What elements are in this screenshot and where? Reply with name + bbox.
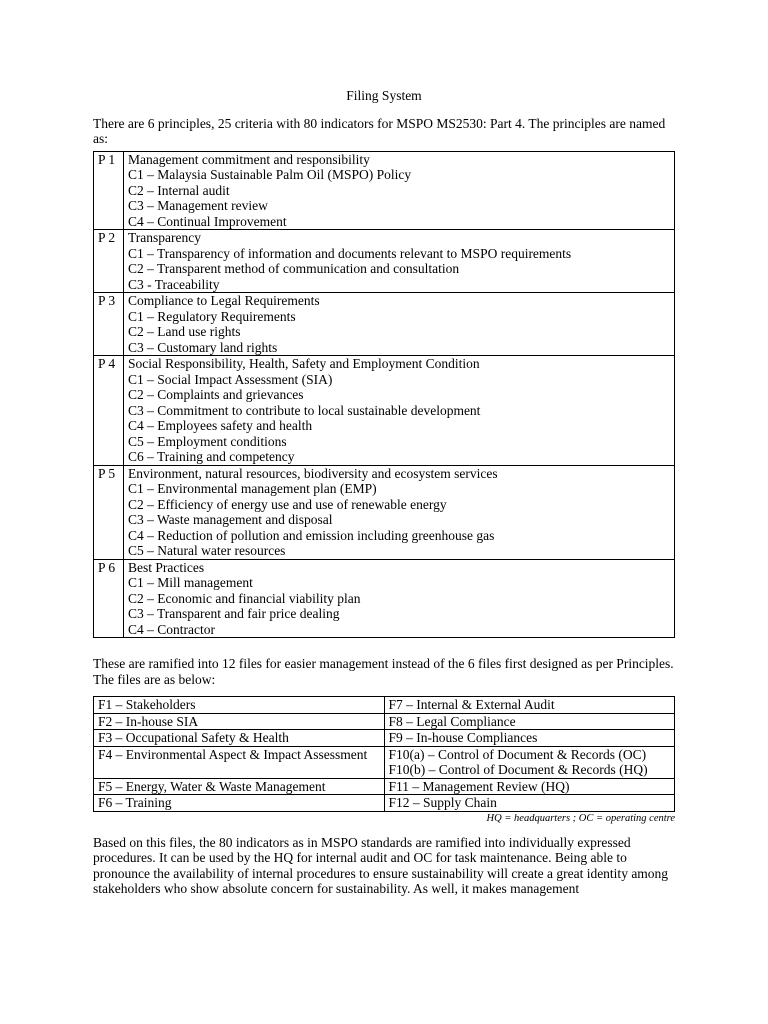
intro-paragraph: There are 6 principles, 25 criteria with 80 indicators for MSPO MS2530: Part 4. The principles are named as: <box>93 115 666 146</box>
criterion-item: C4 – Reduction of pollution and emission including greenhouse gas <box>128 527 495 543</box>
file-row <box>94 730 675 747</box>
file-row <box>94 713 675 730</box>
criterion-item: C1 – Mill management <box>128 575 253 590</box>
file-cell: F10(a) – Control of Document & Records (OC) F10(b) – Control of Document & Records (HQ) <box>384 746 675 778</box>
principle-code: P 2 <box>94 230 124 293</box>
criterion-item: C6 – Training and competency <box>128 449 295 464</box>
principle-title: Transparency <box>128 230 201 245</box>
criterion-item: C4 – Continual Improvement <box>128 213 287 229</box>
criterion-item: C2 – Economic and financial viability plan <box>128 590 361 606</box>
criterion-item: C1 – Environmental management plan (EMP) <box>128 481 377 496</box>
principle-code: P 1 <box>94 151 124 230</box>
principle-content <box>124 293 675 356</box>
principle-content <box>124 356 675 466</box>
file-row <box>94 795 675 812</box>
principle-row <box>94 465 675 559</box>
principle-content <box>124 151 675 230</box>
file-row <box>94 697 675 714</box>
principle-title: Social Responsibility, Health, Safety and Employment Condition <box>128 356 480 371</box>
criterion-item: C3 – Commitment to contribute to local sustainable development <box>128 402 481 418</box>
criterion-item: C3 – Management review <box>128 198 268 213</box>
criterion-item: C4 – Employees safety and health <box>128 418 313 433</box>
criterion-item: C4 – Contractor <box>128 621 215 637</box>
file-cell: F12 – Supply Chain <box>384 795 675 812</box>
file-cell: F7 – Internal & External Audit <box>384 697 675 714</box>
principle-row <box>94 230 675 293</box>
criterion-item: C2 – Land use rights <box>128 324 241 339</box>
criterion-item: C5 – Natural water resources <box>128 543 286 558</box>
files-table <box>93 696 675 812</box>
abbreviation-note: HQ = headquarters ; OC = operating centre <box>486 812 675 824</box>
principle-row <box>94 356 675 466</box>
principle-code: P 5 <box>94 465 124 559</box>
file-cell: F4 – Environmental Aspect & Impact Assessment <box>94 746 385 778</box>
principle-title: Management commitment and responsibility <box>128 151 370 167</box>
criterion-item: C2 – Transparent method of communication and consultation <box>128 261 460 276</box>
file-cell: F9 – In-house Compliances <box>384 730 675 747</box>
criterion-item: C3 – Waste management and disposal <box>128 512 333 527</box>
document-page <box>93 88 675 897</box>
criterion-item: C3 - Traceability <box>128 276 220 292</box>
criterion-item: C1 – Transparency of information and documents relevant to MSPO requirements <box>128 245 572 261</box>
file-cell: F6 – Training <box>94 795 385 812</box>
criterion-item: C3 – Customary land rights <box>128 339 278 355</box>
file-cell: F1 – Stakeholders <box>94 697 385 714</box>
principle-content <box>124 559 675 638</box>
file-cell: F5 – Energy, Water & Waste Management <box>94 778 385 795</box>
principle-title: Compliance to Legal Requirements <box>128 293 320 308</box>
file-row <box>94 778 675 795</box>
criterion-item: C2 – Efficiency of energy use and use of renewable energy <box>128 496 447 512</box>
file-cell: F2 – In-house SIA <box>94 713 385 730</box>
principle-code: P 6 <box>94 559 124 638</box>
file-row <box>94 746 675 778</box>
principle-row <box>94 151 675 230</box>
principle-title: Environment, natural resources, biodiversity and ecosystem services <box>128 465 498 481</box>
criterion-item: C5 – Employment conditions <box>128 433 287 449</box>
criterion-item: C1 – Social Impact Assessment (SIA) <box>128 371 333 387</box>
principle-title: Best Practices <box>128 559 205 575</box>
page-title: Filing System <box>346 88 422 103</box>
file-cell: F11 – Management Review (HQ) <box>384 778 675 795</box>
principle-code: P 4 <box>94 356 124 466</box>
principles-table <box>93 151 675 639</box>
file-cell: F3 – Occupational Safety & Health <box>94 730 385 747</box>
criterion-item: C2 – Complaints and grievances <box>128 387 304 402</box>
principle-row <box>94 559 675 638</box>
principle-content <box>124 465 675 559</box>
principle-row <box>94 293 675 356</box>
principle-content <box>124 230 675 293</box>
criterion-item: C2 – Internal audit <box>128 182 230 198</box>
closing-paragraph: Based on this files, the 80 indicators as in MSPO standards are ramified into individually expressed procedures. It can be used by the HQ for internal audit and OC for task maintenance. Being able to pronounce the availability of internal procedures to ensure sustainability will create a great identity among stakeholders who show absolute concern for sustainability. As well, it makes management <box>93 834 669 896</box>
ramified-paragraph: These are ramified into 12 files for easier management instead of the 6 files first designed as per Principles. The files are as below: <box>93 656 674 687</box>
file-cell: F8 – Legal Compliance <box>384 713 675 730</box>
criterion-item: C1 – Malaysia Sustainable Palm Oil (MSPO) Policy <box>128 167 412 182</box>
criterion-item: C1 – Regulatory Requirements <box>128 308 296 324</box>
principle-code: P 3 <box>94 293 124 356</box>
criterion-item: C3 – Transparent and fair price dealing <box>128 606 340 621</box>
